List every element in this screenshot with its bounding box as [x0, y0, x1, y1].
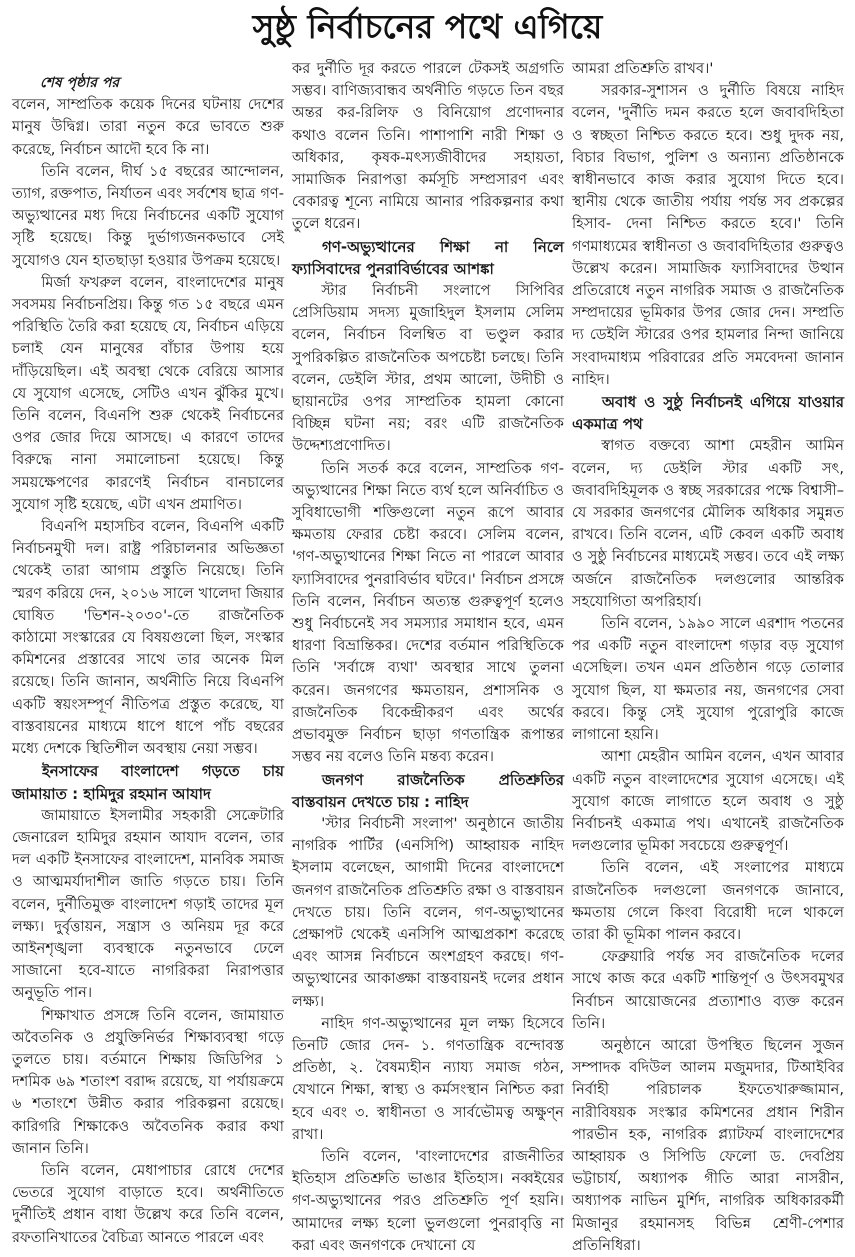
- article-paragraph: স্বাগত বক্তব্যে আশা মেহরীন আমিন বলেন, দ্য ডেইলি স্টার একটি সৎ, জবাবদিহিমূলক ও স্বচ্ছ সরকারের পক্ষে বিশ্বাসী– যে সরকার জনগণের মৌলিক অধিকার সমুন্নত রাখবে। তিনি বলেন, এটি কেবল একটি অবাধ ও সুষ্ঠু নির্বাচনের মাধ্যমেই সম্ভব। তবে এই লক্ষ্য অর্জনে রাজনৈতিক দলগুলোর আন্তরিক সহযোগিতা অপরিহার্য।: [572, 437, 844, 610]
- section-subheading: ইনসাফের বাংলাদেশ গড়তে চায় জামায়াত : হামিদুর রহমান আযাদ: [12, 762, 284, 803]
- article-column-3: [572, 58, 844, 1257]
- article-paragraph: মির্জা ফখরুল বলেন, বাংলাদেশের মানুষ সবসময় নির্বাচনপ্রিয়। কিন্তু গত ১৫ বছরে এমন পরিস্থিতি তৈরি করা হয়েছে যে, নির্বাচন এড়িয়ে চলাই যেন মানুষের বাঁচার উপায় হয়ে দাঁড়িয়েছিল। এই অবস্থা থেকে বেরিয়ে আসার যে সুযোগ এসেছে, সেটিও এখন ঝুঁকির মুখে। তিনি বলেন, বিএনপি শুরু থেকেই নির্বাচনের ওপর জোর দিয়ে আসছে। এ কারণে তাদের বিরুদ্ধে নানা সমালোচনা হয়েছে। কিন্তু সময়ক্ষেপণের কারণেই নির্বাচন বানচালের সুযোগ সৃষ্টি হয়েছে, এটা এখন প্রমাণিত।: [12, 273, 284, 513]
- article-paragraph: তিনি বলেন, 'বাংলাদেশের রাজনীতির ইতিহাস প্রতিশ্রুতি ভাঙার ইতিহাস। নব্বইয়ের গণ-অভ্যুত্থানের পরও প্রতিশ্রুতি পূর্ণ হয়নি। আমাদের লক্ষ্য হলো ভুলগুলো পুনরাবৃত্তি না করা এবং জনগণকে দেখানো যে: [292, 1147, 564, 1254]
- article-paragraph: বিএনপি মহাসচিব বলেন, বিএনপি একটি নির্বাচনমুখী দল। রাষ্ট্র পরিচালনার অভিজ্ঞতা থেকেই তারা আগাম প্রস্তুতি নিয়েছে। তিনি স্মরণ করিয়ে দেন, ২০১৬ সালে খালেদা জিয়ার ঘোষিত 'ভিশন-২০৩০'-তে রাজনৈতিক কাঠামো সংস্কারের যে বিষয়গুলো ছিল, সংস্কার কমিশনের প্রস্তাবের সাথে তার অনেক মিল রয়েছে। তিনি জানান, অর্থনীতি নিয়ে বিএনপি একটি স্বয়ংসম্পূর্ণ নীতিপত্র প্রস্তুত করেছে, যা বাস্তবায়নের মাধ্যমে ধাপে ধাপে পাঁচ বছরের মধ্যে দেশকে স্থিতিশীল অবস্থায় নেয়া সম্ভব।: [12, 518, 284, 758]
- section-subheading: গণ-অভ্যুত্থানের শিক্ষা না নিলে ফ্যাসিবাদের পুনরাবির্ভাবের আশঙ্কা: [292, 237, 564, 278]
- article-paragraph: তিনি সতর্ক করে বলেন, সাম্প্রতিক গণ-অভ্যুত্থানের শিক্ষা নিতে ব্যর্থ হলে অনির্বাচিত ও সুবিধাভোগী শক্তিগুলো নতুন রূপে আবার ক্ষমতায় ফেরার চেষ্টা করবে। সেলিম বলেন, 'গণ-অভ্যুত্থানের শিক্ষা নিতে না পারলে আবার ফ্যাসিবাদের পুনরাবির্ভাব ঘটবে।' নির্বাচন প্রসঙ্গে তিনি বলেন, নির্বাচন অত্যন্ত গুরুত্বপূর্ণ হলেও শুধু নির্বাচনেই সব সমস্যার সমাধান হবে, এমন ধারণা বিভ্রান্তিকর। দেশের বর্তমান পরিস্থিতিকে তিনি 'সর্বাঙ্গে ব্যথা' অবস্থার সাথে তুলনা করেন। জনগণের ক্ষমতায়ন, প্রশাসনিক ও রাজনৈতিক বিকেন্দ্রীকরণ এবং অর্থের প্রভাবমুক্ত নির্বাচন ছাড়া গণতান্ত্রিক রূপান্তর সম্ভব নয় বলেও তিনি মন্তব্য করেন।: [292, 459, 564, 766]
- section-subheading: অবাধ ও সুষ্ঠু নির্বাচনই এগিয়ে যাওয়ার একমাত্র পথ: [572, 393, 844, 434]
- section-subheading: জনগণ রাজনৈতিক প্রতিশ্রুতির বাস্তবায়ন দেখতে চায় : নাহিদ: [292, 770, 564, 811]
- article-paragraph: সরকার-সুশাসন ও দুর্নীতি বিষয়ে নাহিদ বলেন, 'দুর্নীতি দমন করতে হলে জবাবদিহিতা ও স্বচ্ছতা নিশ্চিত করতে হবে। শুধু দুদক নয়, বিচার বিভাগ, পুলিশ ও অন্যান্য প্রতিষ্ঠানকে স্বাধীনভাবে কাজ করার সুযোগ দিতে হবে। স্থানীয় থেকে জাতীয় পর্যায় পর্যন্ত সব প্রকল্পের হিসাব- দেনা নিশ্চিত করতে হবে।' তিনি গণমাধ্যমের স্বাধীনতা ও জবাবদিহিতার গুরুত্বও উল্লেখ করেন। সামাজিক ফ্যাসিবাদের উত্থান প্রতিরোধে নতুন নাগরিক সমাজ ও রাজনৈতিক সম্প্রদায়ের ভূমিকার উপর জোর দেন। সম্প্রতি দ্য ডেইলি স্টারের ওপর হামলার নিন্দা জানিয়ে সংবাদমাধ্যম পরিবারের প্রতি সমবেদনা জানান নাহিদ।: [572, 82, 844, 388]
- article-paragraph: স্টার নির্বাচনী সংলাপে সিপিবির প্রেসিডিয়াম সদস্য মুজাহিদুল ইসলাম সেলিম বলেন, নির্বাচন বিলম্বিত বা ভণ্ডুল করার সুপরিকল্পিত রাজনৈতিক অপচেষ্টা চলছে। তিনি বলেন, ডেইলি স্টার, প্রথম আলো, উদীচী ও ছায়ানটের ওপর সাম্প্রতিক হামলা কোনো বিচ্ছিন্ন ঘটনা নয়; বরং এটি রাজনৈতিক উদ্দেশ্যপ্রণোদিত।: [292, 282, 564, 455]
- continued-from-label: শেষ পৃষ্ঠার পর: [40, 75, 120, 91]
- article-paragraph: বলেন, সাম্প্রতিক কয়েক দিনের ঘটনায় দেশের মানুষ উদ্বিগ্ন। তারা নতুন করে ভাবতে শুরু করেছে, নির্বাচন আদৌ হবে কি না।: [12, 96, 284, 158]
- article-paragraph: তিনি বলেন, এই সংলাপের মাধ্যমে রাজনৈতিক দলগুলো জনগণকে জানাবে, ক্ষমতায় গেলে কিংবা বিরোধী দলে থাকলে তারা কী ভূমিকা পালন করবে।: [572, 859, 844, 943]
- article-paragraph: নাহিদ গণ-অভ্যুত্থানের মূল লক্ষ্য হিসেবে তিনটি জোর দেন- ১. গণতান্ত্রিক বন্দোবস্ত প্রতিষ্ঠা, ২. বৈষম্যহীন ন্যায্য সমাজ গঠন, যেখানে শিক্ষা, স্বাস্থ্য ও কর্মসংস্থান নিশ্চিত করা হবে এবং ৩. স্বাধীনতা ও সার্বভৌমত্ব অক্ষুণ্ন রাখা।: [292, 1014, 564, 1143]
- article-paragraph: অনুষ্ঠানে আরো উপস্থিত ছিলেন সুজন সম্পাদক বদিউল আলম মজুমদার, টিআইবির নির্বাহী পরিচালক ইফতেখারুজ্জামান, নারীবিষয়ক সংস্কার কমিশনের প্রধান শিরীন পারভীন হক, নাগরিক প্ল্যাটফর্ম বাংলাদেশের আহ্বায়ক ও সিপিডি ফেলো ড. দেবপ্রিয় ভট্টাচার্য, অধ্যাপক গীতি আরা নাসরীন, অধ্যাপক নাভিন মুর্শিদ, নাগরিক অধিকারকর্মী মিজানুর রহমানসহ বিভিন্ন শ্রেণী-পেশার প্রতিনিধিরা।: [572, 1036, 844, 1254]
- article-paragraph: শিক্ষাখাত প্রসঙ্গে তিনি বলেন, জামায়াত অবৈতনিক ও প্রযুক্তিনির্ভর শিক্ষাব্যবস্থা গড়ে তুলতে চায়। বর্তমানে শিক্ষায় জিডিপির ১ দশমিক ৬৯ শতাংশ বরাদ্দ রয়েছে, যা পর্যায়ক্রমে ৬ শতাংশে উন্নীত করার পরিকল্পনা রয়েছে। কারিগরি শিক্ষাকেও অবৈতনিক করার কথা জানান তিনি।: [12, 1006, 284, 1157]
- article-paragraph: তিনি বলেন, মেধাপাচার রোধে দেশের ভেতরে সুযোগ বাড়াতে হবে। অর্থনীতিতে দুর্নীতিই প্রধান বাধা উল্লেখ করে তিনি বলেন, রফতানিখাতের বৈচিত্র্য আনতে পারলে এবং: [12, 1161, 284, 1246]
- article-column-2: [292, 58, 564, 1257]
- article-paragraph: কর দুর্নীতি দূর করতে পারলে টেকসই অগ্রগতি সম্ভব। বাণিজ্যবান্ধব অর্থনীতি গড়তে তিন বছর অন্তর কর-রিলিফ ও বিনিয়োগ প্রণোদনার কথাও বলেন তিনি। পাশাপাশি নারী শিক্ষা ও অধিকার, কৃষক-মৎস্যজীবীদের সহায়তা, সামাজিক নিরাপত্তা কর্মসূচি সম্প্রসারণ এবং বেকারত্ব শূন্যে নামিয়ে আনার পরিকল্পনার কথা তুলে ধরেন।: [292, 60, 564, 233]
- article-paragraph: জামায়াতে ইসলামীর সহকারী সেক্রেটারি জেনারেল হামিদুর রহমান আযাদ বলেন, তার দল একটি ইনসাফের বাংলাদেশ, মানবিক সমাজ ও আত্মমর্যাদাশীল জাতি গড়তে চায়। তিনি বলেন, দুর্নীতিমুক্ত বাংলাদেশ গড়াই তাদের মূল লক্ষ্য। দুর্বৃত্তায়ন, সন্ত্রাস ও অনিয়ম দূর করে আইনশৃঙ্খলা ব্যবস্থাকে নতুনভাবে ঢেলে সাজানো হবে-যাতে নাগরিকরা নিরাপত্তার অনুভূতি পান।: [12, 806, 284, 1002]
- article-paragraph: তিনি বলেন, ১৯৯০ সালে এরশাদ পতনের পর একটি নতুন বাংলাদেশ গড়ার বড় সুযোগ এসেছিল। তখন এমন প্রতিষ্ঠান গড়ে তোলার সুযোগ ছিল, যা ক্ষমতার নয়, জনগণের সেবা করবে। কিন্তু সেই সুযোগ পুরোপুরি কাজে লাগানো হয়নি।: [572, 615, 844, 744]
- article-paragraph: 'স্টার নির্বাচনী সংলাপ' অনুষ্ঠানে জাতীয় নাগরিক পার্টির (এনসিপি) আহ্বায়ক নাহিদ ইসলাম বলেছেন, আগামী দিনের বাংলাদেশে জনগণ রাজনৈতিক প্রতিশ্রুতি রক্ষা ও বাস্তবায়ন দেখতে চায়। তিনি বলেন, গণ-অভ্যুত্থানের প্রেক্ষাপট থেকেই এনসিপি আত্মপ্রকাশ করেছে এবং আসন্ন নির্বাচনে অংশগ্রহণ করছে। গণ-অভ্যুত্থানের আকাঙ্ক্ষা বাস্তবায়নই দলের প্রধান লক্ষ্য।: [292, 814, 564, 1010]
- article-paragraph: আশা মেহরীন আমিন বলেন, এখন আবার একটি নতুন বাংলাদেশের সুযোগ এসেছে। এই সুযোগ কাজে লাগাতে হলে অবাধ ও সুষ্ঠু নির্বাচনই একমাত্র পথ। এখানেই রাজনৈতিক দলগুলোর ভূমিকা সবচেয়ে গুরুত্বপূর্ণ।: [572, 748, 844, 855]
- article-paragraph: আমরা প্রতিশ্রুতি রাখব।': [572, 60, 714, 77]
- article-headline: সুষ্ঠু নির্বাচনের পথে এগিয়ে: [252, 7, 603, 46]
- article-column-1: [12, 72, 284, 1249]
- article-paragraph: তিনি বলেন, দীর্ঘ ১৫ বছরের আন্দোলন, ত্যাগ, রক্তপাত, নির্যাতন এবং সর্বশেষ ছাত্র গণ-অভ্যুত্থানের মধ্য দিয়ে নির্বাচনের একটি সুযোগ সৃষ্টি হয়েছে। কিন্তু দুর্ভাগ্যজনকভাবে সেই সুযোগও যেন হাতছাড়া হওয়ার উপক্রম হয়েছে।: [12, 162, 284, 269]
- article-paragraph: ফেব্রুয়ারি পর্যন্ত সব রাজনৈতিক দলের সাথে কাজ করে একটি শান্তিপূর্ণ ও উৎসবমুখর নির্বাচন আয়োজনের প্রত্যাশাও ব্যক্ত করেন তিনি।: [572, 948, 844, 1032]
